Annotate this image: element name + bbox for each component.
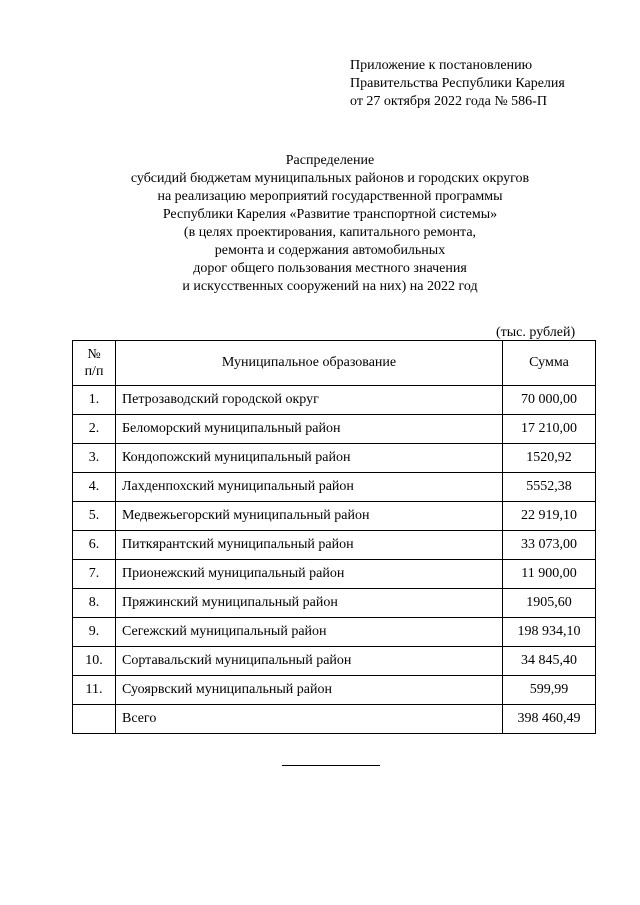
title-line: и искусственных сооружений на них) на 2022 год: [182, 279, 478, 294]
row-name: Сегежский муниципальный район: [116, 618, 503, 647]
row-sum: 1520,92: [503, 444, 596, 473]
table-row: [73, 589, 596, 618]
header-sum: Сумма: [503, 341, 596, 386]
document-title: [30, 152, 630, 296]
row-num: 8.: [73, 589, 116, 618]
row-sum: 599,99: [503, 676, 596, 705]
row-num: 2.: [73, 415, 116, 444]
row-num: 11.: [73, 676, 116, 705]
table-row: [73, 386, 596, 415]
table-row: [73, 473, 596, 502]
row-name: Лахденпохский муниципальный район: [116, 473, 503, 502]
row-sum: 70 000,00: [503, 386, 596, 415]
row-name: Петрозаводский городской округ: [116, 386, 503, 415]
title-line: Распределение: [285, 153, 375, 168]
title-line: Республики Карелия «Развитие транспортной системы»: [162, 207, 498, 222]
total-num: [73, 705, 116, 734]
row-sum: 33 073,00: [503, 531, 596, 560]
row-name: Питкярантский муниципальный район: [116, 531, 503, 560]
title-line: ремонта и содержания автомобильных: [214, 243, 446, 258]
row-name: Медвежьегорский муниципальный район: [116, 502, 503, 531]
title-line: дорог общего пользования местного значения: [193, 261, 467, 276]
table-header-row: [73, 341, 596, 386]
row-sum: 22 919,10: [503, 502, 596, 531]
row-name: Суоярвский муниципальный район: [116, 676, 503, 705]
row-name: Сортавальский муниципальный район: [116, 647, 503, 676]
header-num-line1: №: [87, 347, 101, 362]
row-num: 3.: [73, 444, 116, 473]
row-sum: 17 210,00: [503, 415, 596, 444]
header-name: Муниципальное образование: [116, 341, 503, 386]
row-num: 9.: [73, 618, 116, 647]
row-name: Беломорский муниципальный район: [116, 415, 503, 444]
row-name: Прионежский муниципальный район: [116, 560, 503, 589]
title-line: (в целях проектирования, капитального ремонта,: [183, 225, 477, 240]
row-name: Пряжинский муниципальный район: [116, 589, 503, 618]
total-sum: 398 460,49: [503, 705, 596, 734]
row-sum: 198 934,10: [503, 618, 596, 647]
table-row: [73, 502, 596, 531]
appendix-line-2: Правительства Республики Карелия: [350, 76, 565, 91]
table-row: [73, 647, 596, 676]
row-num: 7.: [73, 560, 116, 589]
units-label: (тыс. рублей): [496, 325, 576, 340]
row-num: 5.: [73, 502, 116, 531]
total-label: Всего: [116, 705, 503, 734]
row-sum: 11 900,00: [503, 560, 596, 589]
row-num: 6.: [73, 531, 116, 560]
title-line: субсидий бюджетам муниципальных районов и городских округов: [130, 171, 530, 186]
appendix-line-1: Приложение к постановлению: [350, 58, 533, 73]
table-row: [73, 560, 596, 589]
table-row: [73, 618, 596, 647]
appendix-line-3: от 27 октября 2022 года № 586-П: [350, 94, 547, 109]
table-row: [73, 676, 596, 705]
table-row: [73, 415, 596, 444]
title-line: на реализацию мероприятий государственной программы: [157, 189, 503, 204]
header-num: [73, 341, 116, 386]
row-sum: 34 845,40: [503, 647, 596, 676]
row-num: 4.: [73, 473, 116, 502]
table-row: [73, 444, 596, 473]
table-total-row: [73, 705, 596, 734]
row-sum: 1905,60: [503, 589, 596, 618]
row-name: Кондопожский муниципальный район: [116, 444, 503, 473]
row-num: 1.: [73, 386, 116, 415]
row-num: 10.: [73, 647, 116, 676]
appendix-note: [350, 57, 565, 111]
row-sum: 5552,38: [503, 473, 596, 502]
end-divider: [282, 765, 380, 766]
header-num-line2: п/п: [84, 364, 104, 379]
distribution-table: [72, 340, 596, 734]
table-row: [73, 531, 596, 560]
